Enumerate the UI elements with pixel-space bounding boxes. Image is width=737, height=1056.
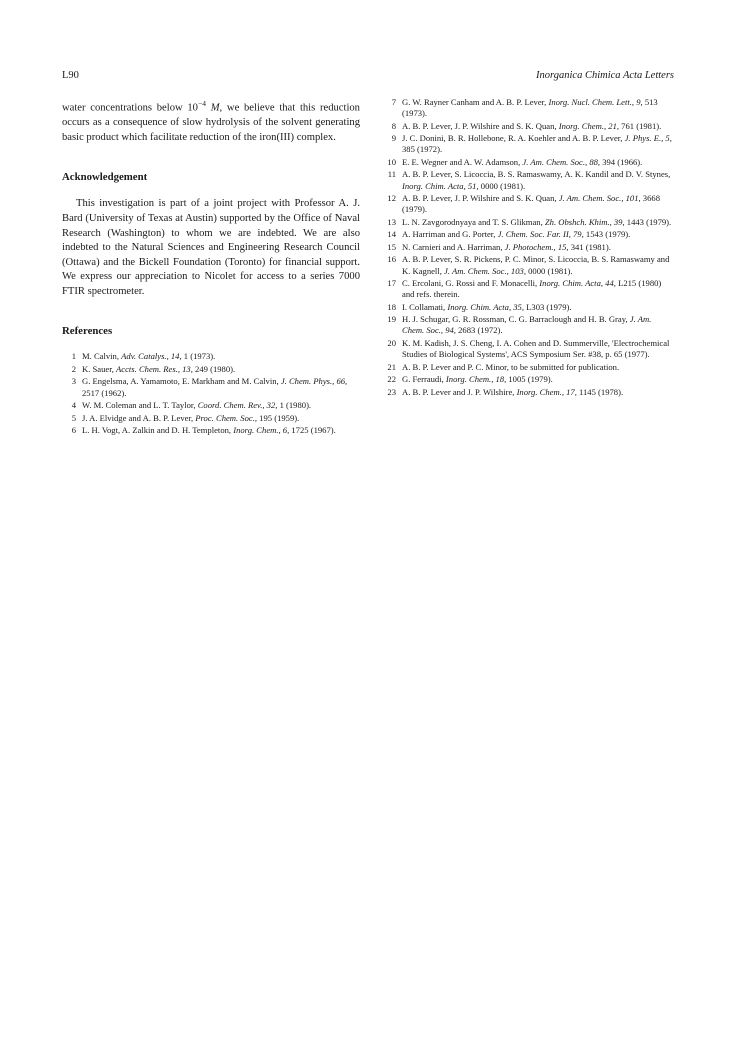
reference-journal: J. Am. Chem. Soc., 103,	[444, 265, 526, 276]
intro-text-before: water concentrations below 10	[62, 102, 198, 114]
reference-journal: Adv. Catalys., 14,	[121, 351, 182, 362]
reference-item	[382, 217, 674, 228]
reference-item	[62, 351, 360, 362]
reference-item	[382, 242, 674, 253]
reference-number: 18	[387, 301, 396, 312]
reference-details: L215 (1980) and refs. therein.	[402, 278, 662, 300]
reference-authors: H. J. Schugar, G. R. Rossman, C. G. Barraclough and H. B. Gray,	[402, 314, 630, 325]
reference-number: 21	[387, 361, 396, 372]
reference-number: 17	[387, 278, 396, 289]
reference-authors: A. Harriman and G. Porter,	[402, 229, 498, 240]
reference-item	[62, 413, 360, 424]
reference-number: 20	[387, 337, 396, 348]
reference-number: 9	[391, 133, 396, 144]
reference-authors: G. Ferraudi,	[402, 374, 446, 385]
reference-item	[382, 169, 674, 191]
reference-details: 2683 (1972).	[455, 325, 503, 336]
page-number: L90	[62, 70, 79, 81]
journal-name: Inorganica Chimica Acta Letters	[536, 70, 674, 81]
reference-number: 10	[387, 156, 396, 167]
reference-authors: C. Ercolani, G. Rossi and F. Monacelli,	[402, 278, 540, 289]
reference-authors: A. B. P. Lever, J. P. Wilshire and S. K. Quan,	[402, 193, 559, 204]
reference-number: 15	[387, 241, 396, 252]
reference-number: 6	[71, 425, 76, 436]
reference-number: 1	[71, 351, 76, 362]
reference-journal: Inorg. Chem., 6,	[233, 425, 290, 436]
reference-number: 22	[387, 374, 396, 385]
reference-details: 1145 (1978).	[576, 386, 624, 397]
reference-item	[382, 254, 674, 276]
reference-details: L303 (1979).	[524, 301, 572, 312]
reference-journal: Inorg. Chim. Acta, 44,	[539, 278, 616, 289]
reference-journal: J. Am. Chem. Soc., 101,	[558, 193, 641, 204]
reference-number: 23	[387, 386, 396, 397]
reference-details: 195 (1959).	[257, 412, 300, 423]
reference-number: 13	[387, 216, 396, 227]
reference-number: 2	[71, 363, 76, 374]
reference-journal: J. Phys. E., 5,	[624, 133, 672, 144]
reference-journal: Inorg. Chim. Acta, 35,	[447, 301, 524, 312]
reference-authors: I. Collamati,	[402, 301, 448, 312]
reference-details: 1725 (1967).	[289, 425, 336, 436]
reference-item	[382, 157, 674, 168]
reference-journal: J. Chem. Soc. Far. II, 79,	[497, 229, 584, 240]
left-column	[62, 97, 360, 438]
acknowledgement-heading: Acknowledgement	[62, 171, 148, 184]
reference-details: 0000 (1981).	[478, 180, 526, 191]
reference-authors: M. Calvin,	[82, 351, 122, 362]
reference-item	[382, 229, 674, 240]
reference-authors: K. M. Kadish, J. S. Cheng, I. A. Cohen and D. Summerville, 'Electrochemical Studies of Biological Systems', ACS Symposium Ser. #38, p. 65 (1977).	[402, 337, 670, 360]
reference-journal: Inorg. Chim. Acta, 51,	[402, 180, 479, 191]
reference-details: 394 (1966).	[600, 156, 643, 167]
reference-item	[382, 338, 674, 360]
reference-authors: J. C. Donini, B. R. Hollebone, R. A. Koehler and A. B. P. Lever,	[402, 133, 625, 144]
right-column	[382, 97, 674, 399]
reference-item	[382, 278, 674, 300]
reference-authors: L. H. Vogt, A. Zalkin and D. H. Templeton,	[82, 425, 234, 436]
reference-authors: K. Sauer,	[82, 363, 117, 374]
reference-item	[382, 193, 674, 215]
references-list-right	[382, 97, 674, 398]
reference-authors: G. W. Rayner Canham and A. B. P. Lever,	[402, 97, 549, 107]
reference-details: 1 (1973).	[181, 351, 216, 362]
reference-details: 1443 (1979).	[624, 216, 672, 227]
reference-journal: Inorg. Chem., 18,	[445, 374, 507, 385]
reference-journal: J. Chem. Phys., 66,	[280, 376, 348, 387]
reference-journal: J. Am. Chem. Soc., 94,	[402, 314, 652, 336]
reference-journal: Coord. Chem. Rev., 32,	[197, 400, 278, 411]
reference-details: 249 (1980).	[192, 363, 236, 374]
reference-authors: L. N. Zavgorodnyaya and T. S. Glikman,	[402, 216, 545, 227]
reference-details: 1543 (1979).	[583, 229, 631, 240]
reference-details: 761 (1981).	[619, 120, 662, 131]
reference-details: 385 (1972).	[402, 144, 443, 155]
reference-item	[382, 302, 674, 313]
reference-number: 11	[387, 169, 396, 180]
reference-item	[382, 362, 674, 373]
reference-number: 7	[391, 97, 396, 107]
reference-details: 2517 (1962).	[82, 387, 127, 398]
reference-authors: A. B. P. Lever, S. Licoccia, B. S. Ramaswamy, A. K. Kandil and D. V. Stynes,	[402, 169, 671, 180]
reference-journal: J. Photochem., 15,	[504, 241, 569, 252]
reference-number: 14	[387, 229, 396, 240]
reference-item	[382, 374, 674, 385]
reference-item	[382, 133, 674, 155]
reference-authors: G. Engelsma, A. Yamamoto, E. Markham and M. Calvin,	[82, 376, 281, 387]
reference-number: 16	[387, 254, 396, 265]
reference-number: 5	[71, 412, 76, 423]
acknowledgement-paragraph: This investigation is part of a joint project with Professor A. J. Bard (University of Texas at Austin) supported by the Office of Naval Research (Washington) to whom we are indebted. We are also indebted to the Natural Sciences and Engineering Research Council (Ottawa) and the Bickell Foundation (Toronto) for financial support. We express our appreciation to Nicolet for access to a series 7000 FTIR spectrometer.	[62, 198, 360, 297]
intro-exponent: −4	[197, 99, 206, 108]
reference-details: 3668 (1979).	[402, 193, 660, 215]
reference-journal: Inorg. Chem., 17,	[516, 386, 577, 397]
reference-number: 8	[391, 120, 396, 131]
reference-journal: Inorg. Nucl. Chem. Lett., 9,	[548, 97, 643, 107]
reference-journal: Accts. Chem. Res., 13,	[116, 363, 193, 374]
reference-journal: Inorg. Chem., 21,	[558, 120, 620, 131]
reference-authors: N. Carnieri and A. Harriman,	[402, 241, 505, 252]
reference-item	[382, 387, 674, 398]
intro-text-after: , we believe that this reduction occurs as a consequence of slow hydrolysis of the solvent generating basic product which facilitate reduction of the iron(III) complex.	[62, 102, 360, 143]
intro-paragraph	[62, 97, 360, 145]
reference-authors: W. M. Coleman and L. T. Taylor,	[82, 400, 198, 411]
reference-details: 0000 (1981).	[525, 265, 573, 276]
reference-journal: Proc. Chem. Soc.,	[195, 412, 258, 423]
reference-details: 1 (1980).	[277, 400, 312, 411]
reference-number: 19	[387, 314, 396, 325]
reference-details: 1005 (1979).	[506, 374, 553, 385]
reference-item	[62, 425, 360, 436]
reference-journal: J. Am. Chem. Soc., 88,	[522, 156, 601, 167]
reference-authors: A. B. P. Lever and P. C. Minor, to be submitted for publication.	[402, 361, 620, 372]
reference-item	[62, 376, 360, 398]
reference-item	[382, 121, 674, 132]
reference-item	[62, 400, 360, 411]
reference-authors: A. B. P. Lever, J. P. Wilshire and S. K. Quan,	[402, 120, 559, 131]
references-heading: References	[62, 325, 113, 338]
reference-item	[382, 314, 674, 336]
reference-number: 12	[387, 193, 396, 204]
reference-authors: A. B. P. Lever, S. R. Pickens, P. C. Minor, S. Licoccia, B. S. Ramaswamy and K. Kagnell,	[402, 254, 670, 276]
references-list-left	[62, 351, 360, 436]
reference-authors: J. A. Elvidge and A. B. P. Lever,	[82, 412, 196, 423]
reference-journal: Zh. Obshch. Khim., 39,	[544, 216, 625, 227]
intro-unit: M	[210, 102, 220, 114]
reference-number: 4	[71, 400, 76, 411]
reference-item	[62, 364, 360, 375]
reference-authors: A. B. P. Lever and J. P. Wilshire,	[402, 386, 517, 397]
reference-details: 513 (1973).	[402, 97, 658, 119]
reference-details: 341 (1981).	[568, 241, 611, 252]
reference-item	[382, 97, 674, 119]
reference-authors: E. E. Wegner and A. W. Adamson,	[402, 156, 523, 167]
reference-number: 3	[71, 376, 76, 387]
